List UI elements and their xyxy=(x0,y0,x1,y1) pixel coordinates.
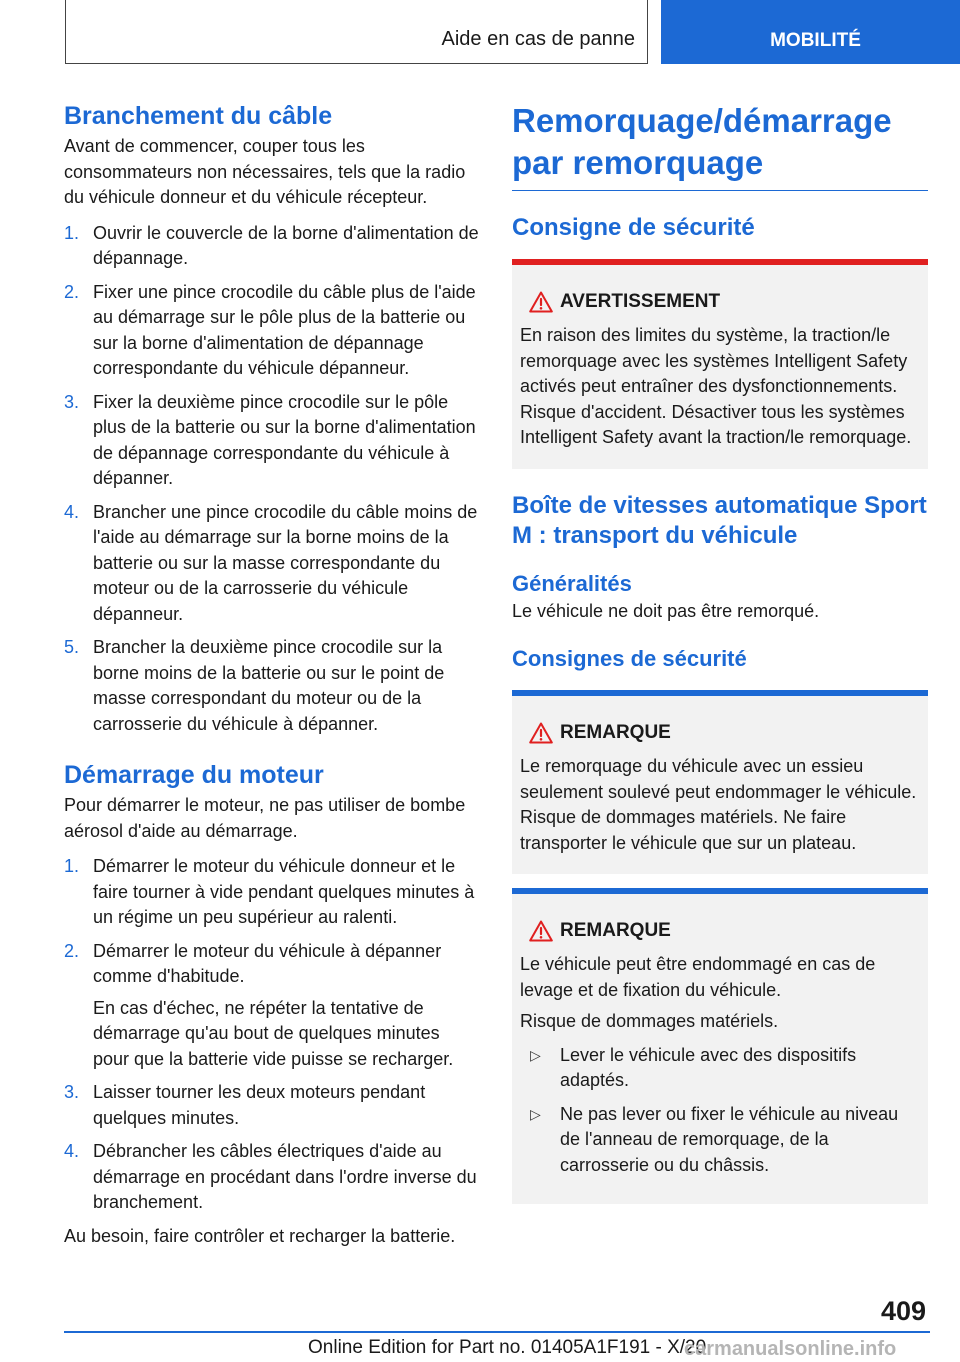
general-heading: Généralités xyxy=(512,570,632,596)
note-title: REMARQUE xyxy=(560,920,671,941)
warning-box xyxy=(512,259,928,469)
step-text: Brancher la deuxième pince crocodile sur la borne moins de la batterie ou sur le point de masse correspondant du moteur ou de la carrosserie du véhicule à dépanner. xyxy=(93,637,445,734)
warning-title-row xyxy=(520,289,920,315)
step-text: Ouvrir le couvercle de la borne d'alimentation de dépannage. xyxy=(93,222,479,268)
list-item xyxy=(64,500,480,628)
caution-triangle-icon xyxy=(529,722,553,744)
triangle-bullet-icon: ▷ xyxy=(530,1105,541,1122)
list-item xyxy=(526,1102,920,1179)
list-item xyxy=(64,635,480,737)
step-text: Débrancher les câbles électriques d'aide au démarrage en procédant dans l'ordre inverse du branchement. xyxy=(93,1141,477,1212)
bullet-text: Lever le véhicule avec des dispositifs adaptés. xyxy=(560,1044,857,1090)
note-text: Le véhicule peut être endommagé en cas de levage et de fixation du véhicule. xyxy=(520,954,876,1000)
cable-intro: Avant de commencer, couper tous les consommateurs non nécessaires, tels que la radio du véhicule donneur et du véhicule récepteur. xyxy=(64,136,466,207)
step-text: Démarrer le moteur du véhicule à dépanner comme d'habitude. xyxy=(93,940,442,986)
warning-text: En raison des limites du système, la traction/le remorquage avec les systèmes Intelligent Safety activés peut entraîner des dysfonctionnements. Risque d'accident. Désactiver tous les systèmes Intelligent Safety avant la traction/le remorquage. xyxy=(520,325,912,447)
note-title: REMARQUE xyxy=(560,722,671,743)
header-frame xyxy=(65,0,648,64)
triangle-bullet-icon: ▷ xyxy=(530,1046,541,1063)
footer-edition: Online Edition for Part no. 01405A1F191 - X/20 xyxy=(308,1337,707,1358)
engine-heading: Démarrage du moteur xyxy=(64,761,324,789)
note-bullet-list xyxy=(520,1043,920,1179)
engine-intro: Pour démarrer le moteur, ne pas utiliser de bombe aérosol d'aide au démarrage. xyxy=(64,795,466,841)
gearbox-heading: Boîte de vitesses automatique Sport M : transport du véhicule xyxy=(512,491,927,549)
bullet-text: Ne pas lever ou fixer le véhicule au niveau de l'anneau de remorquage, de la carrosserie ou du châssis. xyxy=(560,1103,899,1175)
step-number: 5. xyxy=(64,637,80,657)
step-text: Démarrer le moteur du véhicule donneur et le faire tourner à vide pendant quelques minutes à un régime un peu supérieur au ralenti. xyxy=(93,856,475,927)
footer-divider xyxy=(64,1331,930,1333)
list-item xyxy=(64,1080,480,1131)
step-number: 4. xyxy=(64,1141,80,1161)
warning-triangle-icon xyxy=(529,291,553,313)
list-item xyxy=(64,280,480,382)
footer-watermark: carmanualsonline.info xyxy=(684,1338,897,1360)
list-item xyxy=(64,1139,480,1216)
right-column xyxy=(512,100,928,1204)
step-text: Brancher une pince crocodile du câble moins de l'aide au démarrage sur la borne moins de la batterie ou sur la masse correspondante du moteur ou de la carrosserie du véhicule dépanneur. xyxy=(93,501,478,624)
left-column xyxy=(64,100,480,1249)
note-text: Risque de dommages matériels. xyxy=(520,1011,779,1031)
step-number: 1. xyxy=(64,222,80,243)
caution-triangle-icon xyxy=(529,920,553,942)
header-section-title: Aide en cas de panne xyxy=(441,28,635,50)
step-number: 1. xyxy=(64,856,80,876)
step-number: 2. xyxy=(64,281,80,302)
safety2-heading: Consignes de sécurité xyxy=(512,646,747,671)
warning-title: AVERTISSEMENT xyxy=(560,291,721,312)
header-chapter-tab[interactable]: MOBILITÉ xyxy=(661,0,960,64)
cable-steps xyxy=(64,221,480,738)
note-box-2 xyxy=(512,888,928,1204)
general-text: Le véhicule ne doit pas être remorqué. xyxy=(512,600,820,621)
list-item xyxy=(64,854,480,931)
step-subtext: En cas d'échec, ne répéter la tentative de démarrage qu'au bout de quelques minutes pour que la batterie vide puisse se recharger. xyxy=(93,997,454,1069)
step-text: Fixer une pince crocodile du câble plus de l'aide au démarrage sur le pôle plus de la batterie ou sur la borne d'alimentation de dépannage correspondante du véhicule dépanneur. xyxy=(93,281,476,378)
step-text: Laisser tourner les deux moteurs pendant quelques minutes. xyxy=(93,1082,426,1128)
step-number: 3. xyxy=(64,391,80,412)
note-box-1 xyxy=(512,690,928,874)
engine-outro: Au besoin, faire contrôler et recharger la batterie. xyxy=(64,1225,456,1246)
list-item xyxy=(64,390,480,492)
page-number: 409 xyxy=(880,1296,926,1326)
cable-heading: Branchement du câble xyxy=(64,102,333,130)
list-item xyxy=(64,221,480,272)
list-item xyxy=(64,939,480,1073)
towing-main-heading: Remorquage/démarrage par remorquage xyxy=(512,100,928,191)
step-number: 4. xyxy=(64,501,80,522)
safety-heading: Consigne de sécurité xyxy=(512,214,755,241)
note-text: Le remorquage du véhicule avec un essieu seulement soulevé peut endommager le véhicule. Risque de dommages matériels. Ne faire transporter le véhicule que sur un plateau. xyxy=(520,756,917,853)
engine-steps xyxy=(64,854,480,1216)
step-text: Fixer la deuxième pince crocodile sur le pôle plus de la batterie ou sur la borne d'alimentation de dépannage correspondante du véhicule à dépanner. xyxy=(93,391,476,488)
step-number: 3. xyxy=(64,1082,80,1102)
list-item xyxy=(526,1043,920,1094)
step-number: 2. xyxy=(64,940,80,961)
note-title-row xyxy=(520,720,920,746)
note-title-row xyxy=(520,918,920,944)
